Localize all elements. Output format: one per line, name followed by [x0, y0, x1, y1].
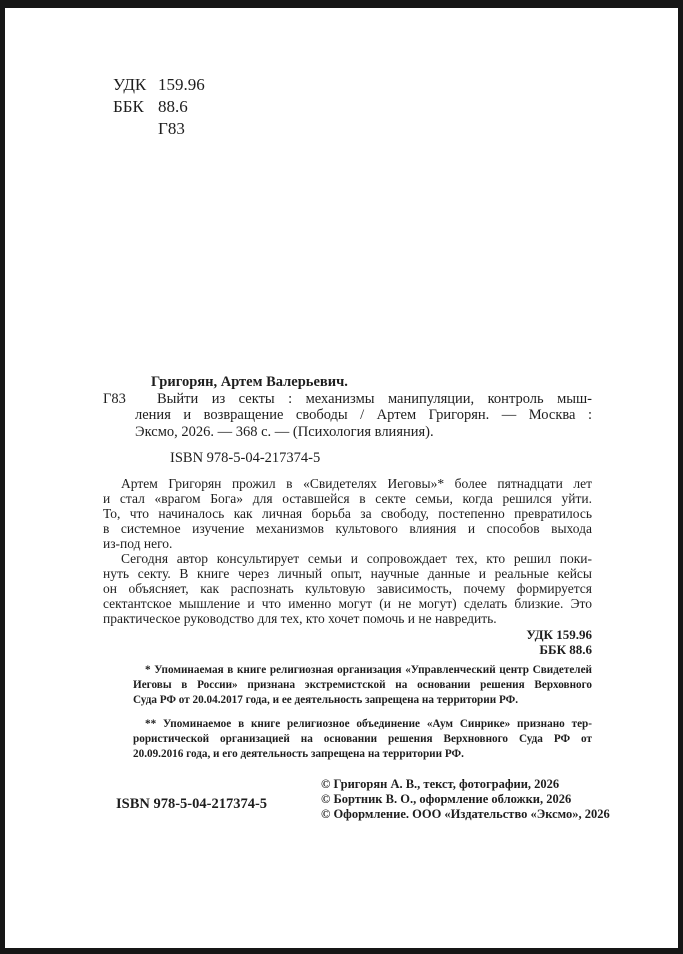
bbk-label: ББК — [113, 97, 144, 116]
annotation-paragraph-1 — [103, 476, 592, 551]
text-line: рористической организацией на основании решения Верхновного Суда РФ от — [133, 732, 592, 745]
bbk-right-value: ББК 88.6 — [539, 641, 592, 657]
udk-value: 159.96 — [158, 75, 205, 94]
text-line: ** Упоминаемое в книге религиозное объединение «Аум Синрике» признано тер- — [145, 717, 592, 730]
copyright-line-cover: © Бортник В. О., оформление обложки, 2026 — [321, 791, 572, 806]
text-line: сектантское мышление и что именно могут (и не могут) сделать близкие. Это — [103, 595, 592, 611]
bib-description-block — [103, 390, 592, 441]
copyright-block — [321, 777, 610, 822]
imprint-bottom-block — [103, 776, 610, 827]
text-line: и стал «врагом Бога» для оставшейся в секте семьи, когда решился уйти. — [103, 490, 592, 506]
text-line: То, что начиналось как личная борьба за свободу, постепенно превратилось — [103, 505, 592, 521]
author-sign: Г83 — [158, 119, 185, 138]
copyright-line-author: © Григорян А. В., текст, фотографии, 2026 — [321, 776, 560, 791]
annotation-paragraph-2 — [103, 551, 592, 626]
author-sign-row — [113, 118, 592, 140]
text-line: он объясняет, как распознать культовую зависимость, почему формируется — [103, 580, 592, 596]
udk-row — [113, 74, 592, 96]
text-line: Выйти из секты : механизмы манипуляции, контроль мыш- — [157, 390, 592, 407]
udk-right-value: УДК 159.96 — [526, 626, 592, 642]
bbk-row — [113, 96, 592, 118]
bibliographic-entry — [103, 374, 592, 467]
bbk-value: 88.6 — [158, 97, 188, 116]
copyright-line-publisher: © Оформление. ООО «Издательство «Эксмо», 2026 — [321, 806, 610, 821]
text-line: из-под него. — [103, 535, 173, 551]
text-line: в системное изучение механизмов культового влияния и способов выхода — [103, 520, 592, 536]
page-content — [103, 74, 610, 827]
text-line: Иеговы в России» признана экстремистской на основании решения Верховного — [133, 678, 592, 691]
isbn-catalog-entry: ISBN 978-5-04-217374-5 — [170, 450, 321, 466]
text-line: Эксмо, 2026. — 368 с. — (Психология влияния). — [135, 423, 434, 440]
text-line: Сегодня автор консультирует семьи и сопровождает тех, кто решил поки- — [121, 550, 592, 566]
bib-description — [135, 391, 592, 441]
annotation-block — [103, 476, 592, 626]
udk-label: УДК — [113, 75, 147, 94]
text-line: практическое руководство для тех, кто хочет помочь и не навредить. — [103, 610, 497, 626]
footnote-aum-disclaimer — [133, 717, 592, 762]
isbn-bottom: ISBN 978-5-04-217374-5 — [116, 795, 268, 812]
author-sign-spacer — [113, 118, 158, 140]
bib-author-sign: Г83 — [103, 390, 126, 407]
top-catalog-block — [113, 74, 592, 140]
footnote-jw-disclaimer — [133, 663, 592, 708]
text-line: ления и возвращение свободы / Артем Григорян. — Москва : — [135, 407, 592, 423]
text-line: нуть секту. В книге через личный опыт, научные данные и реальные кейсы — [103, 565, 592, 581]
text-line: * Упоминаемая в книге религиозная организация «Управленческий центр Свидетелей — [145, 663, 592, 676]
bib-author-name: Григорян, Артем Валерьевич. — [151, 374, 348, 390]
text-line: Суда РФ от 20.04.2017 года, и ее деятельность запрещена на территории РФ. — [133, 693, 519, 706]
right-catalog-block — [103, 627, 592, 657]
text-line: Артем Григорян прожил в «Свидетелях Иеговы»* более пятнадцати лет — [121, 475, 592, 491]
text-line: 20.09.2016 года, и его деятельность запрещена на территории РФ. — [133, 747, 464, 760]
